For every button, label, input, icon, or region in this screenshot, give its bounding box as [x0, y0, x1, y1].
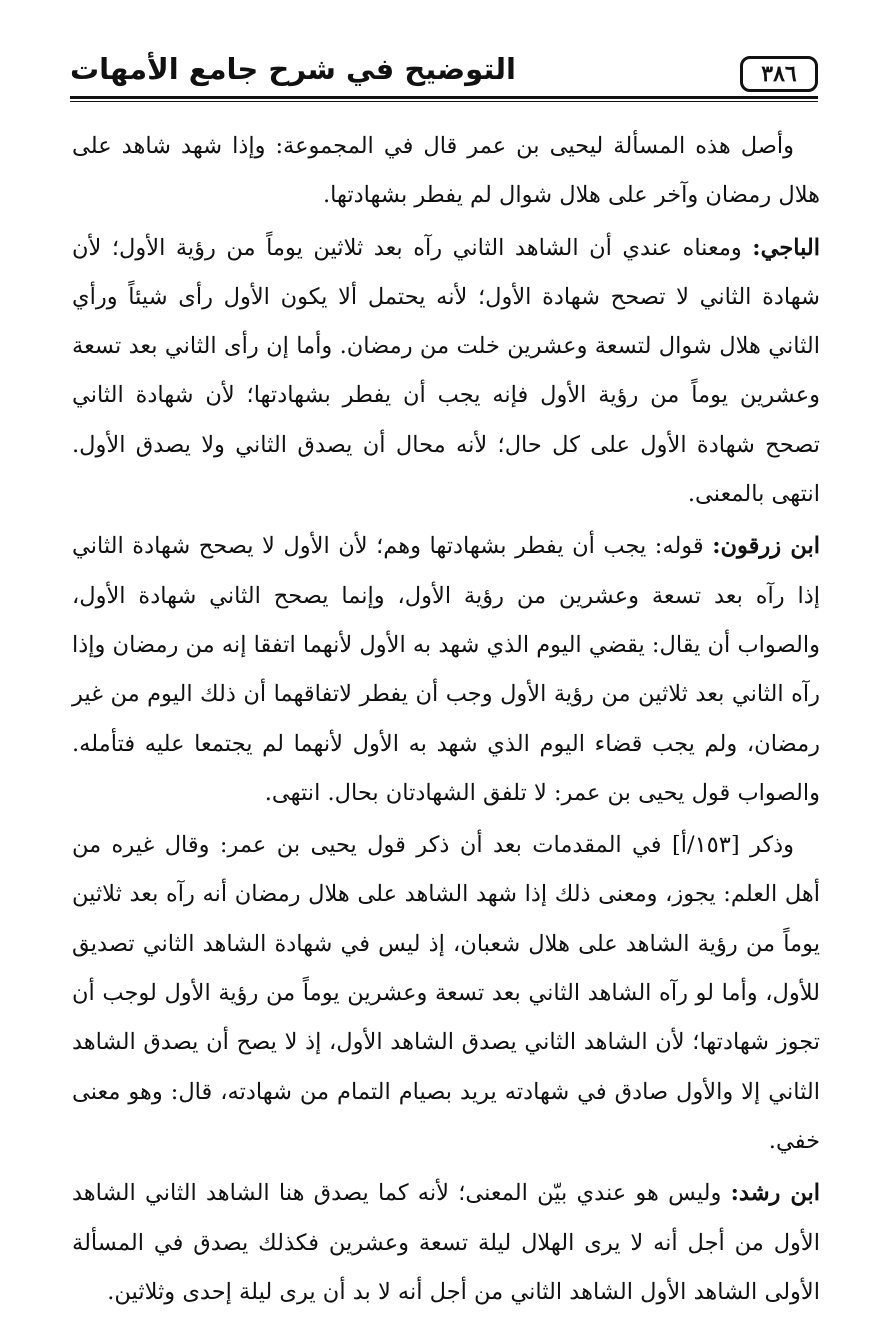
- paragraph: [72, 821, 820, 1166]
- page-body: [72, 122, 820, 1320]
- paragraph-text: وأصل هذه المسألة ليحيى بن عمر قال في المجموعة: وإذا شهد شاهد على هلال رمضان وآخر على هلال شوال لم يفطر بشهادتها.: [72, 133, 820, 209]
- paragraph-text: قوله: يجب أن يفطر بشهادتها وهم؛ لأن الأول لا يصحح شهادة الثاني إذا رآه بعد تسعة وعشرين من رؤية الأول، وإنما يصحح الثاني شهادة الأول، والصواب أن يقال: يقضي اليوم الذي شهد به الأول لأنهما اتفقا إنه من رمضان وإذا رآه الثاني بعد ثلاثين من رؤية الأول وجب أن يفطر لاتفاقهما أن ذلك اليوم من غير رمضان، ولم يجب قضاء اليوم الذي شهد به الأول لأنهما لم يجتمعا عليه فتأمله. والصواب قول يحيى بن عمر: لا تلفق الشهادتان بحال. انتهى.: [72, 533, 820, 806]
- speaker-label: ابن رشد:: [730, 1180, 820, 1207]
- paragraph-text: وليس هو عندي بيّن المعنى؛ لأنه كما يصدق هنا الشاهد الثاني الشاهد الأول من أجل أنه لا يرى الهلال ليلة تسعة وعشرين فكذلك يصدق في المسألة الأولى الشاهد الأول الشاهد الثاني من أجل أنه لا بد أن يرى ليلة إحدى وثلاثين.: [72, 1180, 820, 1305]
- paragraph-text: وذكر [١٥٣/أ] في المقدمات بعد أن ذكر قول يحيى بن عمر: وقال غيره من أهل العلم: يجوز، ومعنى ذلك إذا شهد الشاهد على هلال رمضان أنه رآه بعد ثلاثين يوماً من رؤية الشاهد على هلال شعبان، إذ ليس في شهادة الشاهد الثاني تصديق للأول، وأما لو رآه الشاهد الثاني بعد تسعة وعشرين يوماً من رؤية الأول لوجب أن تجوز شهادتها؛ لأن الشاهد الثاني يصدق الشاهد الأول، إذ لا يصح أن يصدق الشاهد الثاني إلا والأول صادق في شهادته يريد بصيام التمام من شهادته، قال: وهو معنى خفي.: [72, 832, 820, 1154]
- paragraph: [72, 122, 820, 221]
- page-number: ٣٨٦: [761, 61, 797, 87]
- paragraph-text: ومعناه عندي أن الشاهد الثاني رآه بعد ثلاثين يوماً من رؤية الأول؛ لأن شهادة الثاني لا تصحح شهادة الأول؛ لأنه يحتمل ألا يكون الأول رأى شيئاً ورأي الثاني هلال شوال لتسعة وعشرين خلت من رمضان. وأما إن رأى الثاني بعد تسعة وعشرين يوماً من رؤية الأول فإنه يجب أن يفطر بشهادتها؛ لأن شهادة الثاني تصحح شهادة الأول على كل حال؛ لأنه محال أن يصدق الثاني ولا يصدق الأول. انتهى بالمعنى.: [72, 234, 820, 508]
- speaker-label: ابن زرقون:: [712, 533, 820, 560]
- book-title: التوضيح في شرح جامع الأمهات: [70, 52, 517, 86]
- header-rule: [70, 96, 818, 99]
- paragraph: [72, 1169, 820, 1317]
- speaker-label: الباجي:: [752, 234, 820, 261]
- page-number-box: [740, 56, 818, 92]
- paragraph: [72, 522, 820, 818]
- page-header: [70, 48, 818, 98]
- paragraph: [72, 224, 820, 520]
- header-rule-thin: [70, 101, 818, 102]
